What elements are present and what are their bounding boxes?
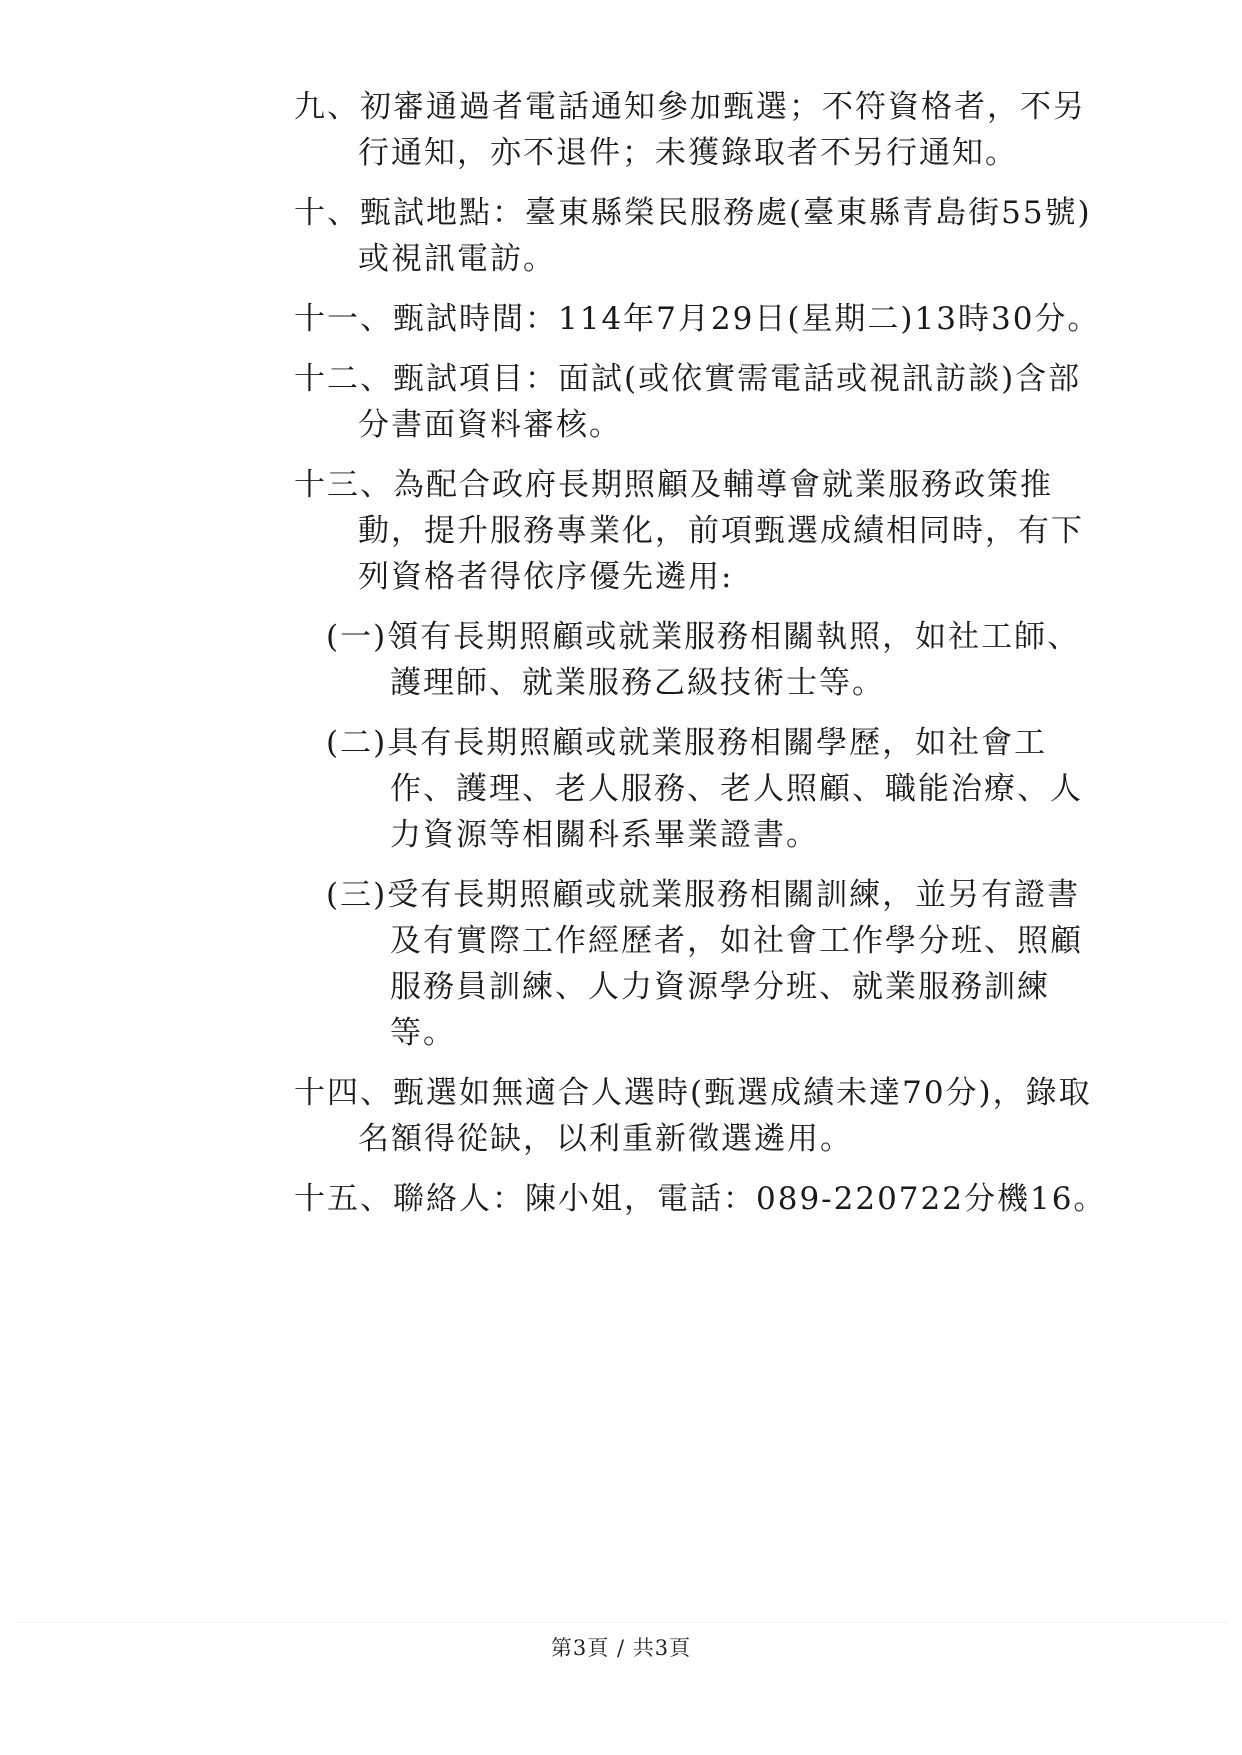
subitem-line: (二)具有長期照顧或就業服務相關學歷，如社會工 — [326, 725, 1048, 761]
item-12 — [294, 356, 1094, 448]
item-line: 動，提升服務專業化，前項甄選成績相同時，有下 — [358, 513, 1084, 549]
subitem-line: 服務員訓練、人力資源學分班、就業服務訓練 — [390, 969, 1050, 1005]
subitem-3 — [294, 872, 1094, 1056]
item-line: 名額得從缺，以利重新徵選遴用。 — [358, 1121, 853, 1157]
item-line: 十一、甄試時間：114年7月29日(星期二)13時30分。 — [294, 301, 1101, 337]
subitem-line: 護理師、就業服務乙級技術士等。 — [390, 665, 885, 701]
item-15 — [294, 1176, 1107, 1222]
item-line: 十、甄試地點：臺東縣榮民服務處(臺東縣青島街55號) — [294, 195, 1092, 231]
item-line: 十五、聯絡人：陳小姐，電話：089-220722分機16。 — [294, 1181, 1107, 1217]
item-13 — [294, 462, 1094, 600]
subitem-line: 等。 — [390, 1015, 456, 1051]
subitem-2 — [294, 720, 1094, 858]
document-body — [294, 84, 1107, 1236]
subitem-line: (一)領有長期照顧或就業服務相關執照，如社工師、 — [326, 619, 1081, 655]
item-line: 九、初審通過者電話通知參加甄選；不符資格者，不另 — [294, 89, 1086, 125]
item-line: 行通知，亦不退件；未獲錄取者不另行通知。 — [358, 135, 1018, 171]
item-11 — [294, 296, 1101, 342]
item-line: 十四、甄選如無適合人選時(甄選成績未達70分)，錄取 — [294, 1075, 1092, 1111]
footer-divider — [14, 1622, 1228, 1623]
item-line: 或視訊電訪。 — [358, 241, 556, 277]
item-line: 十三、為配合政府長期照顧及輔導會就業服務政策推 — [294, 467, 1053, 503]
page-number: 第3頁 / 共3頁 — [550, 1636, 692, 1660]
item-9 — [294, 84, 1094, 176]
subitem-1 — [294, 614, 1094, 706]
subitem-line: 力資源等相關科系畢業證書。 — [390, 817, 819, 853]
item-14 — [294, 1070, 1094, 1162]
subitem-line: (三)受有長期照顧或就業服務相關訓練，並另有證書 — [326, 877, 1081, 913]
item-line: 分書面資料審核。 — [358, 407, 622, 443]
item-line: 列資格者得依序優先遴用: — [358, 559, 734, 595]
subitem-line: 作、護理、老人服務、老人照顧、職能治療、人 — [390, 771, 1083, 807]
subitem-line: 及有實際工作經歷者，如社會工作學分班、照顧 — [390, 923, 1083, 959]
item-line: 十二、甄試項目：面試(或依實需電話或視訊訪談)含部 — [294, 361, 1082, 397]
item-10 — [294, 190, 1094, 282]
